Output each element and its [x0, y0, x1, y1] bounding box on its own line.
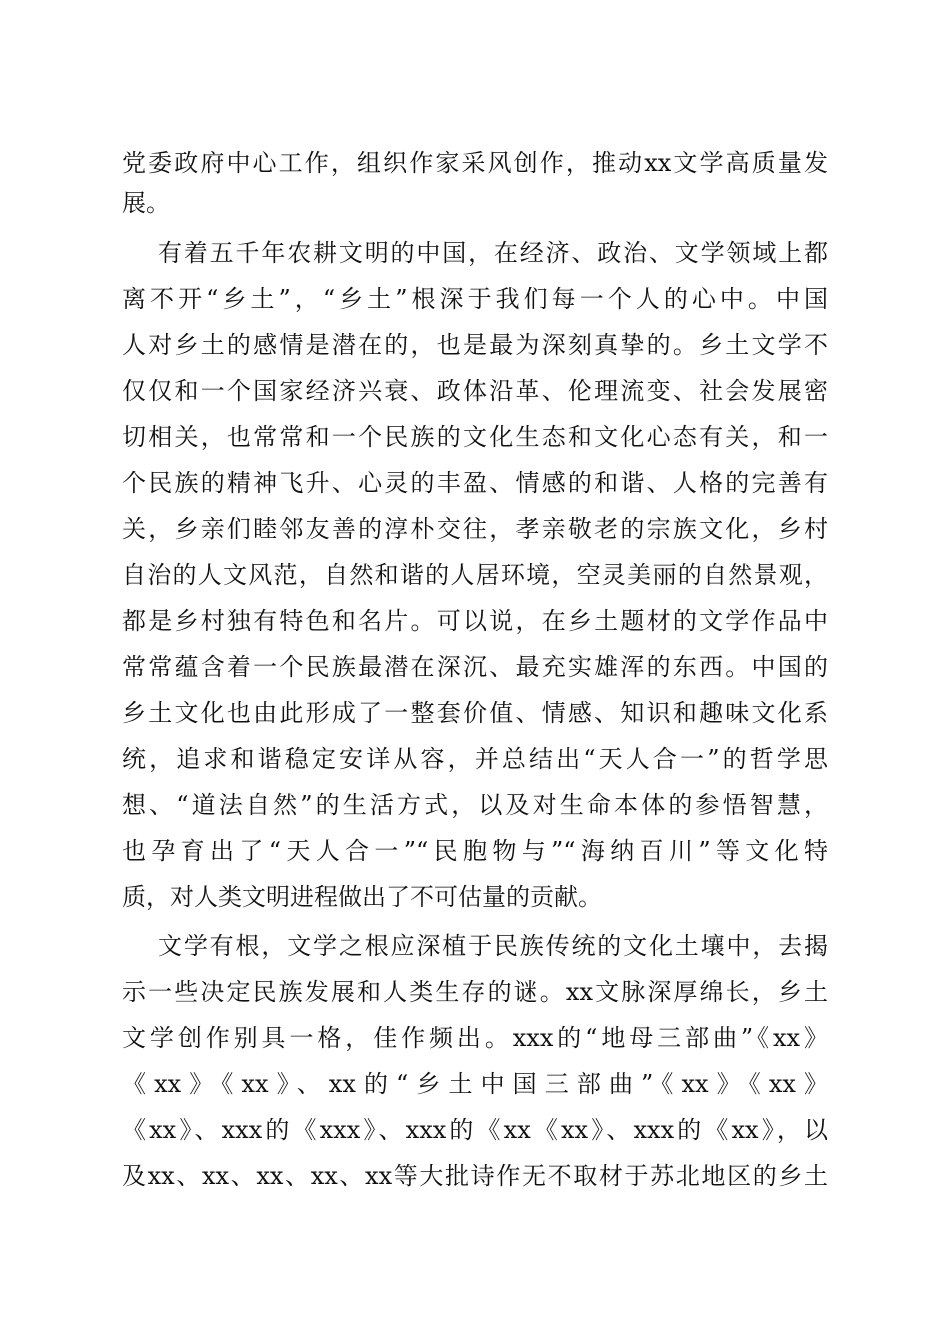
text-line: 常常蕴含着一个民族最潜在深沉、最充实雄浑的东西。中国的 [122, 653, 828, 681]
text-line: 乡土文化也由此形成了一整套价值、情感、知识和趣味文化系 [122, 699, 828, 727]
text-line: 切相关，也常常和一个民族的文化生态和文化心态有关，和一 [122, 423, 828, 451]
text-line: 自治的人文风范，自然和谐的人居环境，空灵美丽的自然景观， [122, 561, 828, 589]
paragraph-first-line: 文学有根，文学之根应深植于民族传统的文化土壤中，去揭 [158, 932, 828, 960]
text-line: 示一些决定民族发展和人类生存的谜。xx文脉深厚绵长，乡土 [122, 978, 828, 1006]
text-line: 个民族的精神飞升、心灵的丰盈、情感的和谐、人格的完善有 [122, 469, 828, 497]
text-line: 文学创作别具一格，佳作频出。xxx的“地母三部曲”《xx》 [122, 1024, 828, 1052]
text-line: 仅仅和一个国家经济兴衰、政体沿革、伦理流变、社会发展密 [122, 377, 828, 405]
text-line: 关，乡亲们睦邻友善的淳朴交往，孝亲敬老的宗族文化，乡村 [122, 515, 828, 543]
text-line: 离不开“乡土”，“乡土”根深于我们每一个人的心中。中国 [122, 285, 828, 313]
text-line: 展。 [122, 189, 170, 217]
text-line: 都是乡村独有特色和名片。可以说，在乡土题材的文学作品中 [122, 607, 828, 635]
text-line: 人对乡土的感情是潜在的，也是最为深刻真挚的。乡土文学不 [122, 331, 828, 359]
text-line: 党委政府中心工作，组织作家采风创作，推动xx文学高质量发 [122, 149, 828, 177]
text-line: 也孕育出了“天人合一”“民胞物与”“海纳百川”等文化特 [122, 837, 828, 865]
text-line: 《xx》、xxx的《xxx》、xxx的《xx《xx》、xxx的《xx》，以 [122, 1116, 828, 1144]
text-line: 《xx》《xx》、xx的“乡土中国三部曲”《xx》《xx》 [122, 1070, 828, 1098]
text-line: 质，对人类文明进程做出了不可估量的贡献。 [122, 883, 602, 911]
text-line: 想、“道法自然”的生活方式，以及对生命本体的参悟智慧， [122, 791, 828, 819]
text-line: 统，追求和谐稳定安详从容，并总结出“天人合一”的哲学思 [122, 745, 828, 773]
text-line: 及xx、xx、xx、xx、xx等大批诗作无不取材于苏北地区的乡土 [122, 1162, 828, 1190]
paragraph-first-line: 有着五千年农耕文明的中国，在经济、政治、文学领域上都 [158, 239, 828, 267]
